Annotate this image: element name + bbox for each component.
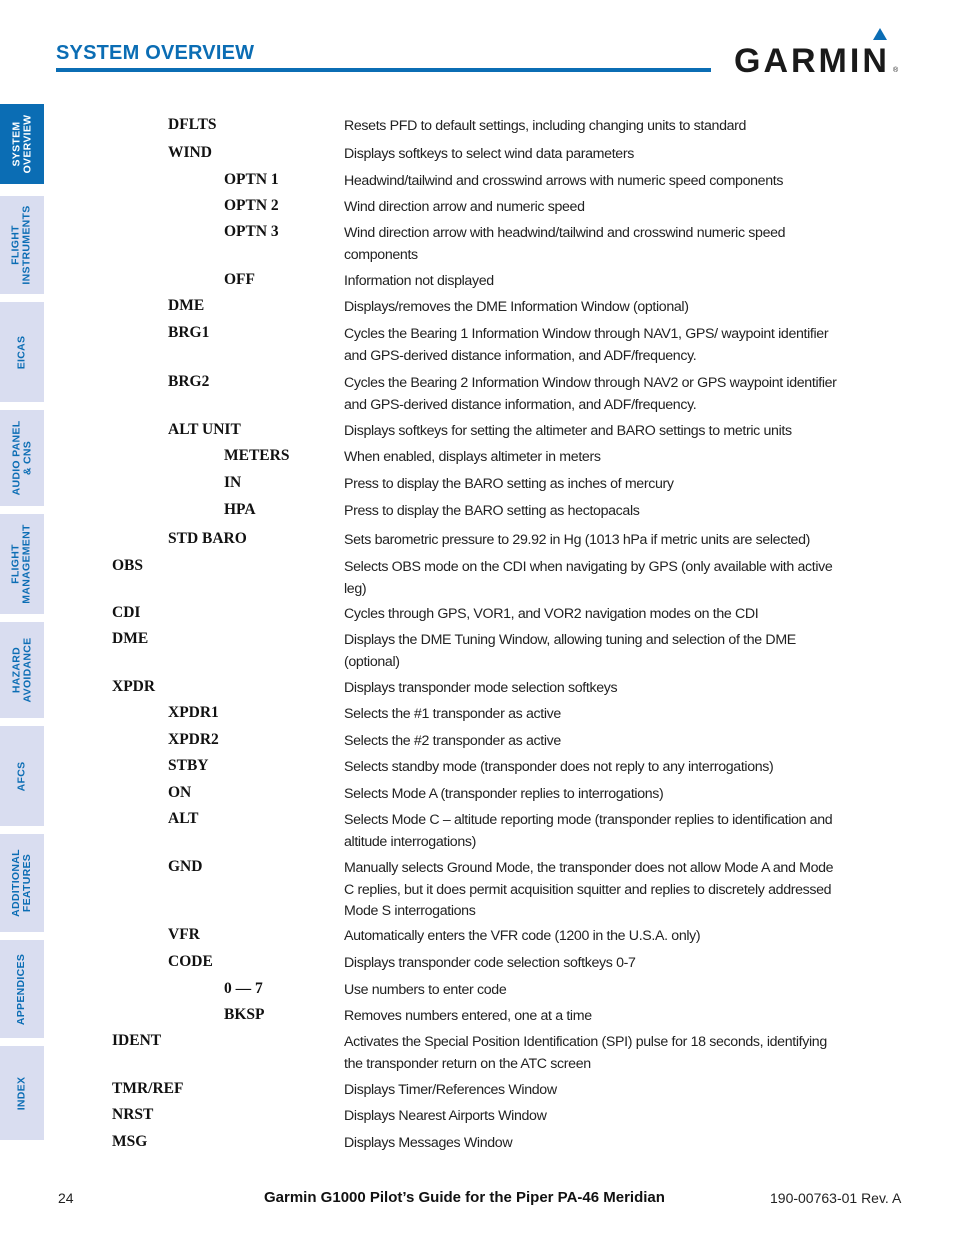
tab-appendices[interactable] (0, 940, 44, 1038)
tab-label: APPENDICES (15, 953, 28, 1025)
softkey-name: WIND (168, 144, 212, 161)
softkey-description: Press to display the BARO setting as hectopacals (344, 503, 640, 519)
softkey-description: Selects standby mode (transponder does not reply to any interrogations) (344, 759, 774, 775)
softkey-description: Sets barometric pressure to 29.92 in Hg (1013 hPa if metric units are selected) (344, 532, 810, 548)
softkey-name: CODE (168, 953, 213, 970)
softkey-description: Automatically enters the VFR code (1200 in the U.S.A. only) (344, 928, 701, 944)
softkey-description: Displays Nearest Airports Window (344, 1108, 547, 1124)
softkey-name: BKSP (224, 1006, 265, 1023)
softkey-description: Cycles the Bearing 2 Information Window through NAV2 or GPS waypoint identifier and GPS-derived distance information, and ADF/frequency. (344, 375, 837, 413)
softkey-name: ON (168, 784, 192, 801)
garmin-logo (734, 26, 900, 78)
softkey-description: Wind direction arrow and numeric speed (344, 199, 585, 215)
softkey-description: Displays Timer/References Window (344, 1082, 557, 1098)
softkey-name: IDENT (112, 1032, 162, 1049)
softkey-name: DME (168, 297, 205, 314)
tab-audio-panel-cns[interactable] (0, 410, 44, 506)
softkey-name: STBY (168, 757, 209, 774)
softkey-description: Headwind/tailwind and crosswind arrows with numeric speed components (344, 173, 784, 189)
softkey-name: BRG2 (168, 373, 210, 390)
tab-eicas[interactable] (0, 302, 44, 402)
softkey-description: Removes numbers entered, one at a time (344, 1008, 592, 1024)
softkey-description: Use numbers to enter code (344, 982, 507, 998)
tab-afcs[interactable] (0, 726, 44, 826)
softkey-description: Resets PFD to default settings, including changing units to standard (344, 118, 747, 134)
tab-label: EICAS (15, 335, 28, 369)
softkey-name: GND (168, 858, 203, 875)
softkey-description: Cycles the Bearing 1 Information Window through NAV1, GPS/ waypoint identifier and GPS-derived distance information, and ADF/frequency. (344, 326, 829, 364)
softkey-name: OFF (224, 271, 255, 288)
softkey-name: HPA (224, 501, 256, 518)
softkey-description: Selects OBS mode on the CDI when navigating by GPS (only available with active leg) (344, 559, 833, 597)
softkey-description: Press to display the BARO setting as inches of mercury (344, 476, 674, 492)
softkey-name: OBS (112, 557, 144, 574)
softkey-name: VFR (168, 926, 200, 943)
softkey-description: Activates the Special Position Identification (SPI) pulse for 18 seconds, identifying the transponder return on the ATC screen (344, 1034, 827, 1072)
softkey-name: BRG1 (168, 324, 210, 341)
document-revision: 190-00763-01 Rev. A (770, 1190, 902, 1206)
softkey-description: Selects Mode A (transponder replies to interrogations) (344, 786, 664, 802)
page-number: 24 (58, 1190, 74, 1206)
tab-label: AFCS (15, 761, 28, 791)
tab-flight-instruments[interactable] (0, 196, 44, 294)
softkey-name: 0 — 7 (224, 980, 263, 997)
softkey-name: METERS (224, 447, 290, 464)
softkey-description: Manually selects Ground Mode, the transponder does not allow Mode A and Mode C replies, but it does permit acquisition squitter and replies to discretely addressed Mode S interrogations (344, 860, 834, 919)
tab-label: INDEX (15, 1076, 28, 1110)
softkey-description: Displays/removes the DME Information Window (optional) (344, 299, 689, 315)
softkey-name: MSG (112, 1133, 148, 1150)
softkey-name: OPTN 2 (224, 197, 279, 214)
softkey-description: Selects the #1 transponder as active (344, 706, 561, 722)
softkey-name: XPDR (112, 678, 156, 695)
softkey-description: Displays softkeys for setting the altimeter and BARO settings to metric units (344, 423, 792, 439)
tab-label: FLIGHT INSTRUMENTS (10, 205, 34, 285)
softkey-name: STD BARO (168, 530, 247, 547)
tab-system-overview[interactable] (0, 104, 44, 184)
tab-index[interactable] (0, 1046, 44, 1140)
softkey-description: Selects the #2 transponder as active (344, 733, 561, 749)
softkey-description: Displays softkeys to select wind data parameters (344, 146, 634, 162)
softkey-description: Displays Messages Window (344, 1135, 513, 1151)
softkey-name: DFLTS (168, 116, 217, 133)
page-title: SYSTEM OVERVIEW (56, 42, 255, 64)
tab-label: AUDIO PANEL & CNS (10, 420, 34, 496)
softkey-description: When enabled, displays altimeter in meters (344, 449, 601, 465)
svg-text:GARMIN: GARMIN (734, 42, 890, 78)
softkey-description: Information not displayed (344, 273, 494, 289)
softkey-name: ALT UNIT (168, 421, 241, 438)
softkey-name: CDI (112, 604, 141, 621)
softkey-description: Cycles through GPS, VOR1, and VOR2 navigation modes on the CDI (344, 606, 759, 622)
tab-label: ADDITIONAL FEATURES (10, 849, 33, 917)
softkey-name: IN (224, 474, 242, 491)
softkey-description: Displays transponder code selection softkeys 0-7 (344, 955, 636, 971)
garmin-logo-graphic (734, 26, 900, 78)
tab-flight-management[interactable] (0, 514, 44, 614)
tab-hazard-avoidance[interactable] (0, 622, 44, 718)
softkey-description: Wind direction arrow with headwind/tailwind and crosswind numeric speed components (344, 225, 786, 263)
softkey-description: Selects Mode C – altitude reporting mode (transponder replies to identification and altitude interrogations) (344, 812, 833, 850)
softkey-description: Displays transponder mode selection softkeys (344, 680, 618, 696)
guide-title: Garmin G1000 Pilot’s Guide for the Piper PA-46 Meridian (264, 1189, 665, 1206)
tab-label: SYSTEM OVERVIEW (10, 114, 33, 174)
softkey-name: TMR/REF (112, 1080, 184, 1097)
header-rule (56, 68, 711, 72)
softkey-name: OPTN 1 (224, 171, 279, 188)
tab-label: HAZARD AVOIDANCE (10, 637, 33, 703)
softkey-name: ALT (168, 810, 199, 827)
softkey-name: DME (112, 630, 149, 647)
softkey-description: Displays the DME Tuning Window, allowing tuning and selection of the DME (optional) (344, 632, 796, 670)
tab-label: FLIGHT MANAGEMENT (10, 524, 34, 604)
tab-additional-features[interactable] (0, 834, 44, 932)
svg-text:®: ® (893, 67, 899, 74)
softkey-name: NRST (112, 1106, 154, 1123)
softkey-name: OPTN 3 (224, 223, 279, 240)
softkey-name: XPDR2 (168, 731, 219, 748)
softkey-name: XPDR1 (168, 704, 219, 721)
